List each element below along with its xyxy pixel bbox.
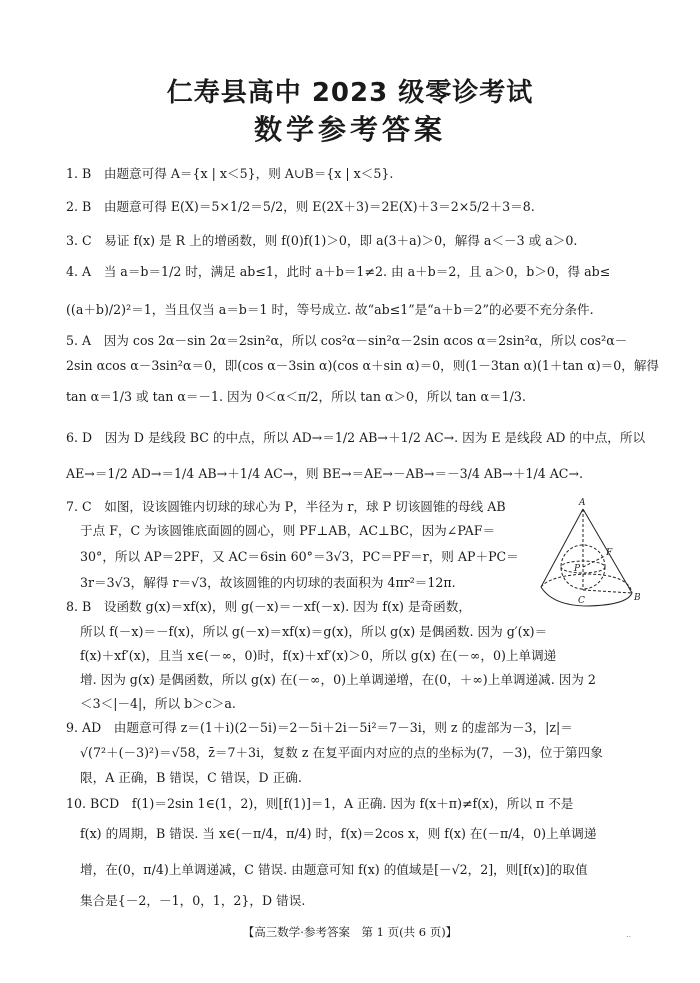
label-f: F xyxy=(606,548,613,558)
cone-figure xyxy=(533,495,678,615)
answer-line: 所以 f(－x)＝－f(x)，所以 g(－x)＝xf(x)＝g(x)，所以 g(x) 是偶函数. 因为 g′(x)＝ xyxy=(80,624,548,639)
answer-line: 集合是{－2，－1，0，1，2}，D 错误. xyxy=(80,893,306,908)
base-radius xyxy=(583,590,632,593)
label-p: P xyxy=(574,564,581,574)
radius-pf xyxy=(583,556,605,567)
exam-title: 仁寿县高中 2023 级零诊考试 xyxy=(166,78,534,108)
answer-line: AE→＝1/2 AD→＝1/4 AB→＋1/4 AC→，则 BE→＝AE→－AB→＝－3/4 AB→＋1/4 AC→. xyxy=(66,466,583,481)
answer-line: ((a＋b)/2)²＝1，当且仅当 a＝b＝1 时，等号成立. 故“ab≤1”是“a＋b＝2”的必要不充分条件. xyxy=(66,302,594,317)
answer-line: 3. C 易证 f(x) 是 R 上的增函数，则 f(0)f(1)＞0，即 a(3＋a)＞0，解得 a＜－3 或 a＞0. xyxy=(66,233,578,248)
answer-line: ＜3＜|－4|，所以 b＞c＞a. xyxy=(80,696,236,711)
answer-line: 1. B 由题意可得 A＝{x | x＜5}，则 A∪B＝{x | x＜5}. xyxy=(66,166,394,181)
answer-line: 10. BCD f(1)＝2sin 1∈(1，2)，则[f(1)]＝1，A 正确. 因为 f(x＋π)≠f(x)，所以 π 不是 xyxy=(66,796,574,811)
page-footer: 【高三数学·参考答案 第 1 页(共 6 页)】 xyxy=(242,925,458,939)
answer-line: f(x) 的周期，B 错误. 当 x∈(－π/4，π/4) 时，f(x)＝2cos x，则 f(x) 在(－π/4，0)上单调递 xyxy=(80,826,597,841)
answer-line: f(x)＋xf′(x)，且当 x∈(－∞，0)时，f(x)＋xf′(x)＞0，所以 g(x) 在(－∞，0)上单调递 xyxy=(80,648,557,663)
label-c: C xyxy=(578,596,585,606)
answer-line: 9. AD 由题意可得 z＝(1＋i)(2－5i)＝2－5i＋2i－5i²＝7－3i，则 z 的虚部为－3，|z|＝ xyxy=(66,720,573,735)
answer-title: 数学参考答案 xyxy=(253,113,446,146)
answer-line: 6. D 因为 D 是线段 BC 的中点，所以 AD→＝1/2 AB→＋1/2 AC→. 因为 E 是线段 AD 的中点，所以 xyxy=(66,430,646,445)
answer-line: 7. C 如图，设该圆锥内切球的球心为 P，半径为 r，球 P 切该圆锥的母线 AB xyxy=(66,499,506,514)
cone-left-edge xyxy=(541,509,583,587)
answer-line: 限，A 正确，B 错误，C 错误，D 正确. xyxy=(80,770,302,785)
answer-line: 2. B 由题意可得 E(X)＝5×1/2＝5/2，则 E(2X＋3)＝2E(X)＋3＝2×5/2＋3＝8. xyxy=(66,199,535,214)
answer-line: 于点 F，C 为该圆锥底面圆的圆心，则 PF⊥AB，AC⊥BC，因为∠PAF＝ xyxy=(80,523,496,538)
answer-line: 增. 因为 g(x) 是偶函数，所以 g(x) 在(－∞，0)上单调递增，在(0，＋∞)上单调递减. 因为 2 xyxy=(80,672,596,687)
answer-line: 4. A 当 a＝b＝1/2 时，满足 ab≤1，此时 a＋b＝1≠2. 由 a＋b＝2，且 a＞0，b＞0，得 ab≤ xyxy=(66,264,611,279)
answer-line: 2sin αcos α－3sin²α＝0，即(cos α－3sin α)(cos α＋sin α)＝0，则(1－3tan α)(1＋tan α)＝0，解得 xyxy=(66,358,660,373)
answer-line: 增，在(0，π/4)上单调递减，C 错误. 由题意可知 f(x) 的值域是[－√2，2]，则[f(x)]的取值 xyxy=(80,862,588,877)
label-b: B xyxy=(634,593,641,603)
answer-line: 3r＝3√3，解得 r＝√3，故该圆锥的内切球的表面积为 4πr²＝12π. xyxy=(80,575,456,590)
cone-base-front xyxy=(541,587,632,606)
corner-mark: .. xyxy=(626,930,632,939)
label-a: A xyxy=(579,498,586,508)
cone-base-back xyxy=(541,574,632,593)
answer-line: √(7²＋(－3)²)＝√58，z̄＝7＋3i，复数 z 在复平面内对应的点的坐标为(7，－3)，位于第四象 xyxy=(80,745,603,760)
answer-line: 30°，所以 AP＝2PF，又 AC＝6sin 60°＝3√3，PC＝PF＝r，则 AP＋PC＝ xyxy=(80,549,519,564)
answer-line: 8. B 设函数 g(x)＝xf(x)，则 g(－x)＝－xf(－x). 因为 f(x) 是奇函数， xyxy=(66,599,471,614)
answer-line: tan α＝1/3 或 tan α＝－1. 因为 0＜α＜π/2，所以 tan α＞0，所以 tan α＝1/3. xyxy=(66,389,526,404)
answer-line: 5. A 因为 cos 2α－sin 2α＝2sin²α，所以 cos²α－sin²α－2sin αcos α＝2sin²α，所以 cos²α－ xyxy=(66,333,628,348)
